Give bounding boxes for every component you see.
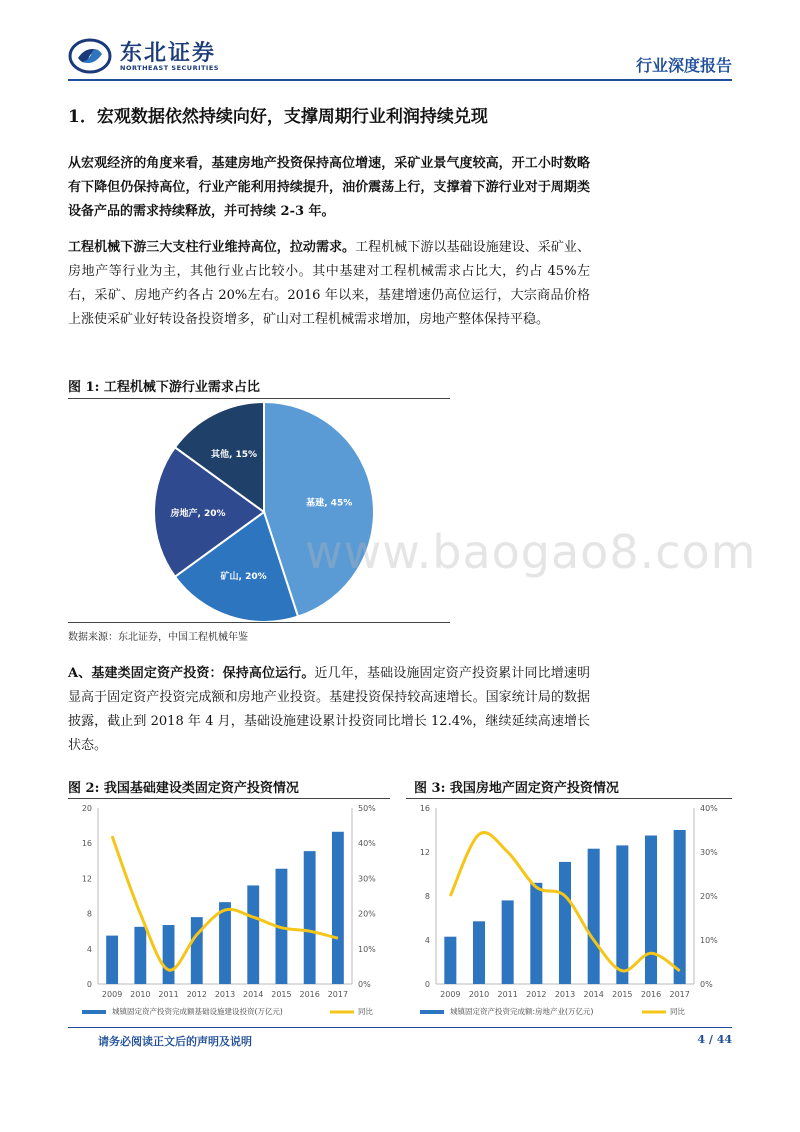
logo-chinese-name: 东北证券 — [120, 41, 217, 66]
bar — [616, 845, 628, 984]
left-y-tick-label: 0 — [86, 980, 92, 989]
page-number: 4 / 44 — [697, 1033, 732, 1046]
footer-disclaimer: 请务必阅读正文后的声明及说明 — [98, 1035, 252, 1048]
figure-1-top-rule — [68, 398, 450, 399]
bar — [219, 902, 231, 984]
figure-3-title: 图 3: 我国房地产固定资产投资情况 — [414, 781, 619, 796]
bar — [559, 862, 571, 984]
right-y-tick-label: 30% — [358, 874, 376, 884]
pie-slice-label: 矿山, 20% — [220, 571, 267, 582]
legend-bar-label: 城镇固定资产投资完成额:房地产业(万亿元) — [450, 1007, 594, 1016]
right-y-tick-label: 0% — [700, 980, 713, 989]
right-y-tick-label: 0% — [358, 980, 371, 989]
left-y-tick-label: 16 — [419, 804, 430, 813]
figure-1-title: 图 1: 工程机械下游行业需求占比 — [68, 380, 260, 395]
right-y-tick-label: 40% — [358, 839, 376, 849]
x-tick-label: 2017 — [669, 990, 690, 999]
x-tick-label: 2013 — [214, 990, 236, 999]
figure-1-source: 数据来源：东北证券，中国工程机械年鉴 — [68, 632, 248, 643]
bar — [134, 927, 146, 984]
pie-slice-label: 房地产, 20% — [170, 509, 226, 519]
left-y-tick-label: 4 — [424, 936, 430, 945]
x-tick-label: 2009 — [440, 990, 461, 999]
left-y-tick-label: 8 — [86, 909, 92, 919]
figure-3-top-rule — [406, 798, 732, 799]
paragraph-infrastructure — [68, 662, 590, 758]
bar — [444, 937, 456, 984]
x-tick-label: 2012 — [526, 990, 547, 999]
x-tick-label: 2014 — [243, 990, 264, 999]
x-tick-label: 2011 — [158, 990, 179, 999]
watermark: www.baogao8.com — [305, 525, 757, 579]
bar — [163, 925, 175, 984]
right-y-tick-label: 20% — [700, 892, 718, 901]
left-y-tick-label: 8 — [424, 892, 430, 901]
x-tick-label: 2010 — [468, 990, 490, 999]
right-y-tick-label: 50% — [358, 804, 376, 813]
header-divider — [68, 79, 732, 81]
left-y-tick-label: 12 — [81, 874, 92, 884]
bar — [530, 883, 542, 984]
bar — [674, 830, 686, 984]
figure-2-top-rule — [68, 798, 390, 799]
legend-line-label: 同比 — [358, 1007, 373, 1016]
paragraph-infrastructure-lead: A、基建类固定资产投资：保持高位运行。 — [68, 666, 315, 681]
right-y-tick-label: 10% — [700, 936, 718, 945]
x-tick-label: 2016 — [640, 990, 662, 999]
pie-slice-label: 基建, 45% — [306, 498, 353, 509]
legend-line-label: 同比 — [670, 1007, 685, 1016]
x-tick-label: 2011 — [497, 990, 518, 999]
left-y-tick-label: 16 — [81, 839, 92, 849]
paragraph-infrastructure-body: 近几年，基础设施固定资产投资累计同比增速明显高于固定资产投资完成额和房地产业投资。基建投资保持较高速增长。国家统计局的数据披露，截止到 2018 年 4 月，基础设施建设累计投资同比增长 12.4%，继续延续高速增长状态。 — [68, 666, 590, 753]
figure-2-title: 图 2: 我国基础建设类固定资产投资情况 — [68, 781, 299, 796]
bar — [191, 917, 203, 984]
left-y-tick-label: 0 — [424, 980, 430, 989]
x-tick-label: 2010 — [130, 990, 151, 999]
legend-bar-label: 城镇固定资产投资完成额基础设施建设投资(万亿元) — [112, 1007, 283, 1016]
x-tick-label: 2013 — [554, 990, 576, 999]
legend-bar-swatch — [82, 1010, 106, 1014]
bar — [588, 849, 600, 984]
infrastructure-investment-chart — [68, 800, 390, 1026]
bar — [304, 851, 316, 984]
real-estate-investment-chart — [406, 800, 732, 1026]
bar — [473, 921, 485, 984]
paragraph-downstream-body: 工程机械下游以基础设施建设、采矿业、房地产等行业为主，其他行业占比较小。其中基建对工程机械需求占比大，约占 45%左右，采矿、房地产约各占 20%左右。2016 年以来，基建增速仍高位运行，大宗商品价格上涨使采矿业好转设备投资增多，矿山对工程机械需求增加，房地产整体保持平稳。 — [68, 240, 590, 327]
pie-slice-label: 其他, 15% — [210, 450, 258, 461]
left-y-tick-label: 20 — [81, 804, 92, 813]
figure-1-bottom-rule — [68, 622, 450, 623]
logo-english-name: NORTHEAST SECURITIES — [120, 64, 219, 72]
bar — [502, 900, 514, 984]
legend-bar-swatch — [420, 1010, 444, 1014]
right-y-tick-label: 10% — [358, 944, 376, 954]
paragraph-downstream — [68, 236, 590, 332]
footer-divider — [68, 1027, 732, 1028]
x-tick-label: 2017 — [327, 990, 349, 999]
x-tick-label: 2012 — [186, 990, 207, 999]
bar — [106, 936, 118, 984]
right-y-tick-label: 40% — [700, 804, 718, 813]
bar — [645, 836, 657, 985]
left-y-tick-label: 12 — [419, 848, 430, 857]
bar — [332, 832, 344, 984]
paragraph-downstream-lead: 工程机械下游三大支柱行业维持高位，拉动需求。 — [68, 240, 356, 255]
x-tick-label: 2015 — [612, 990, 633, 999]
section-title: 1．宏观数据依然持续向好，支撑周期行业利润持续兑现 — [68, 107, 488, 127]
left-y-tick-label: 4 — [86, 944, 92, 954]
right-y-tick-label: 30% — [700, 848, 718, 857]
pie-chart — [68, 400, 450, 622]
bar — [247, 885, 259, 984]
right-y-tick-label: 20% — [358, 909, 376, 919]
company-logo-icon — [68, 38, 112, 74]
x-tick-label: 2015 — [271, 990, 292, 999]
report-type-label: 行业深度报告 — [635, 56, 732, 75]
x-tick-label: 2009 — [101, 990, 123, 999]
x-tick-label: 2014 — [583, 990, 604, 999]
paragraph-macro: 从宏观经济的角度来看，基建房地产投资保持高位增速，采矿业景气度较高，开工小时数略有下降但仍保持高位，行业产能利用持续提升，油价震荡上行，支撑着下游行业对于周期类设备产品的需求持续释放，并可持续 2-3 年。 — [68, 156, 590, 219]
x-tick-label: 2016 — [299, 990, 320, 999]
